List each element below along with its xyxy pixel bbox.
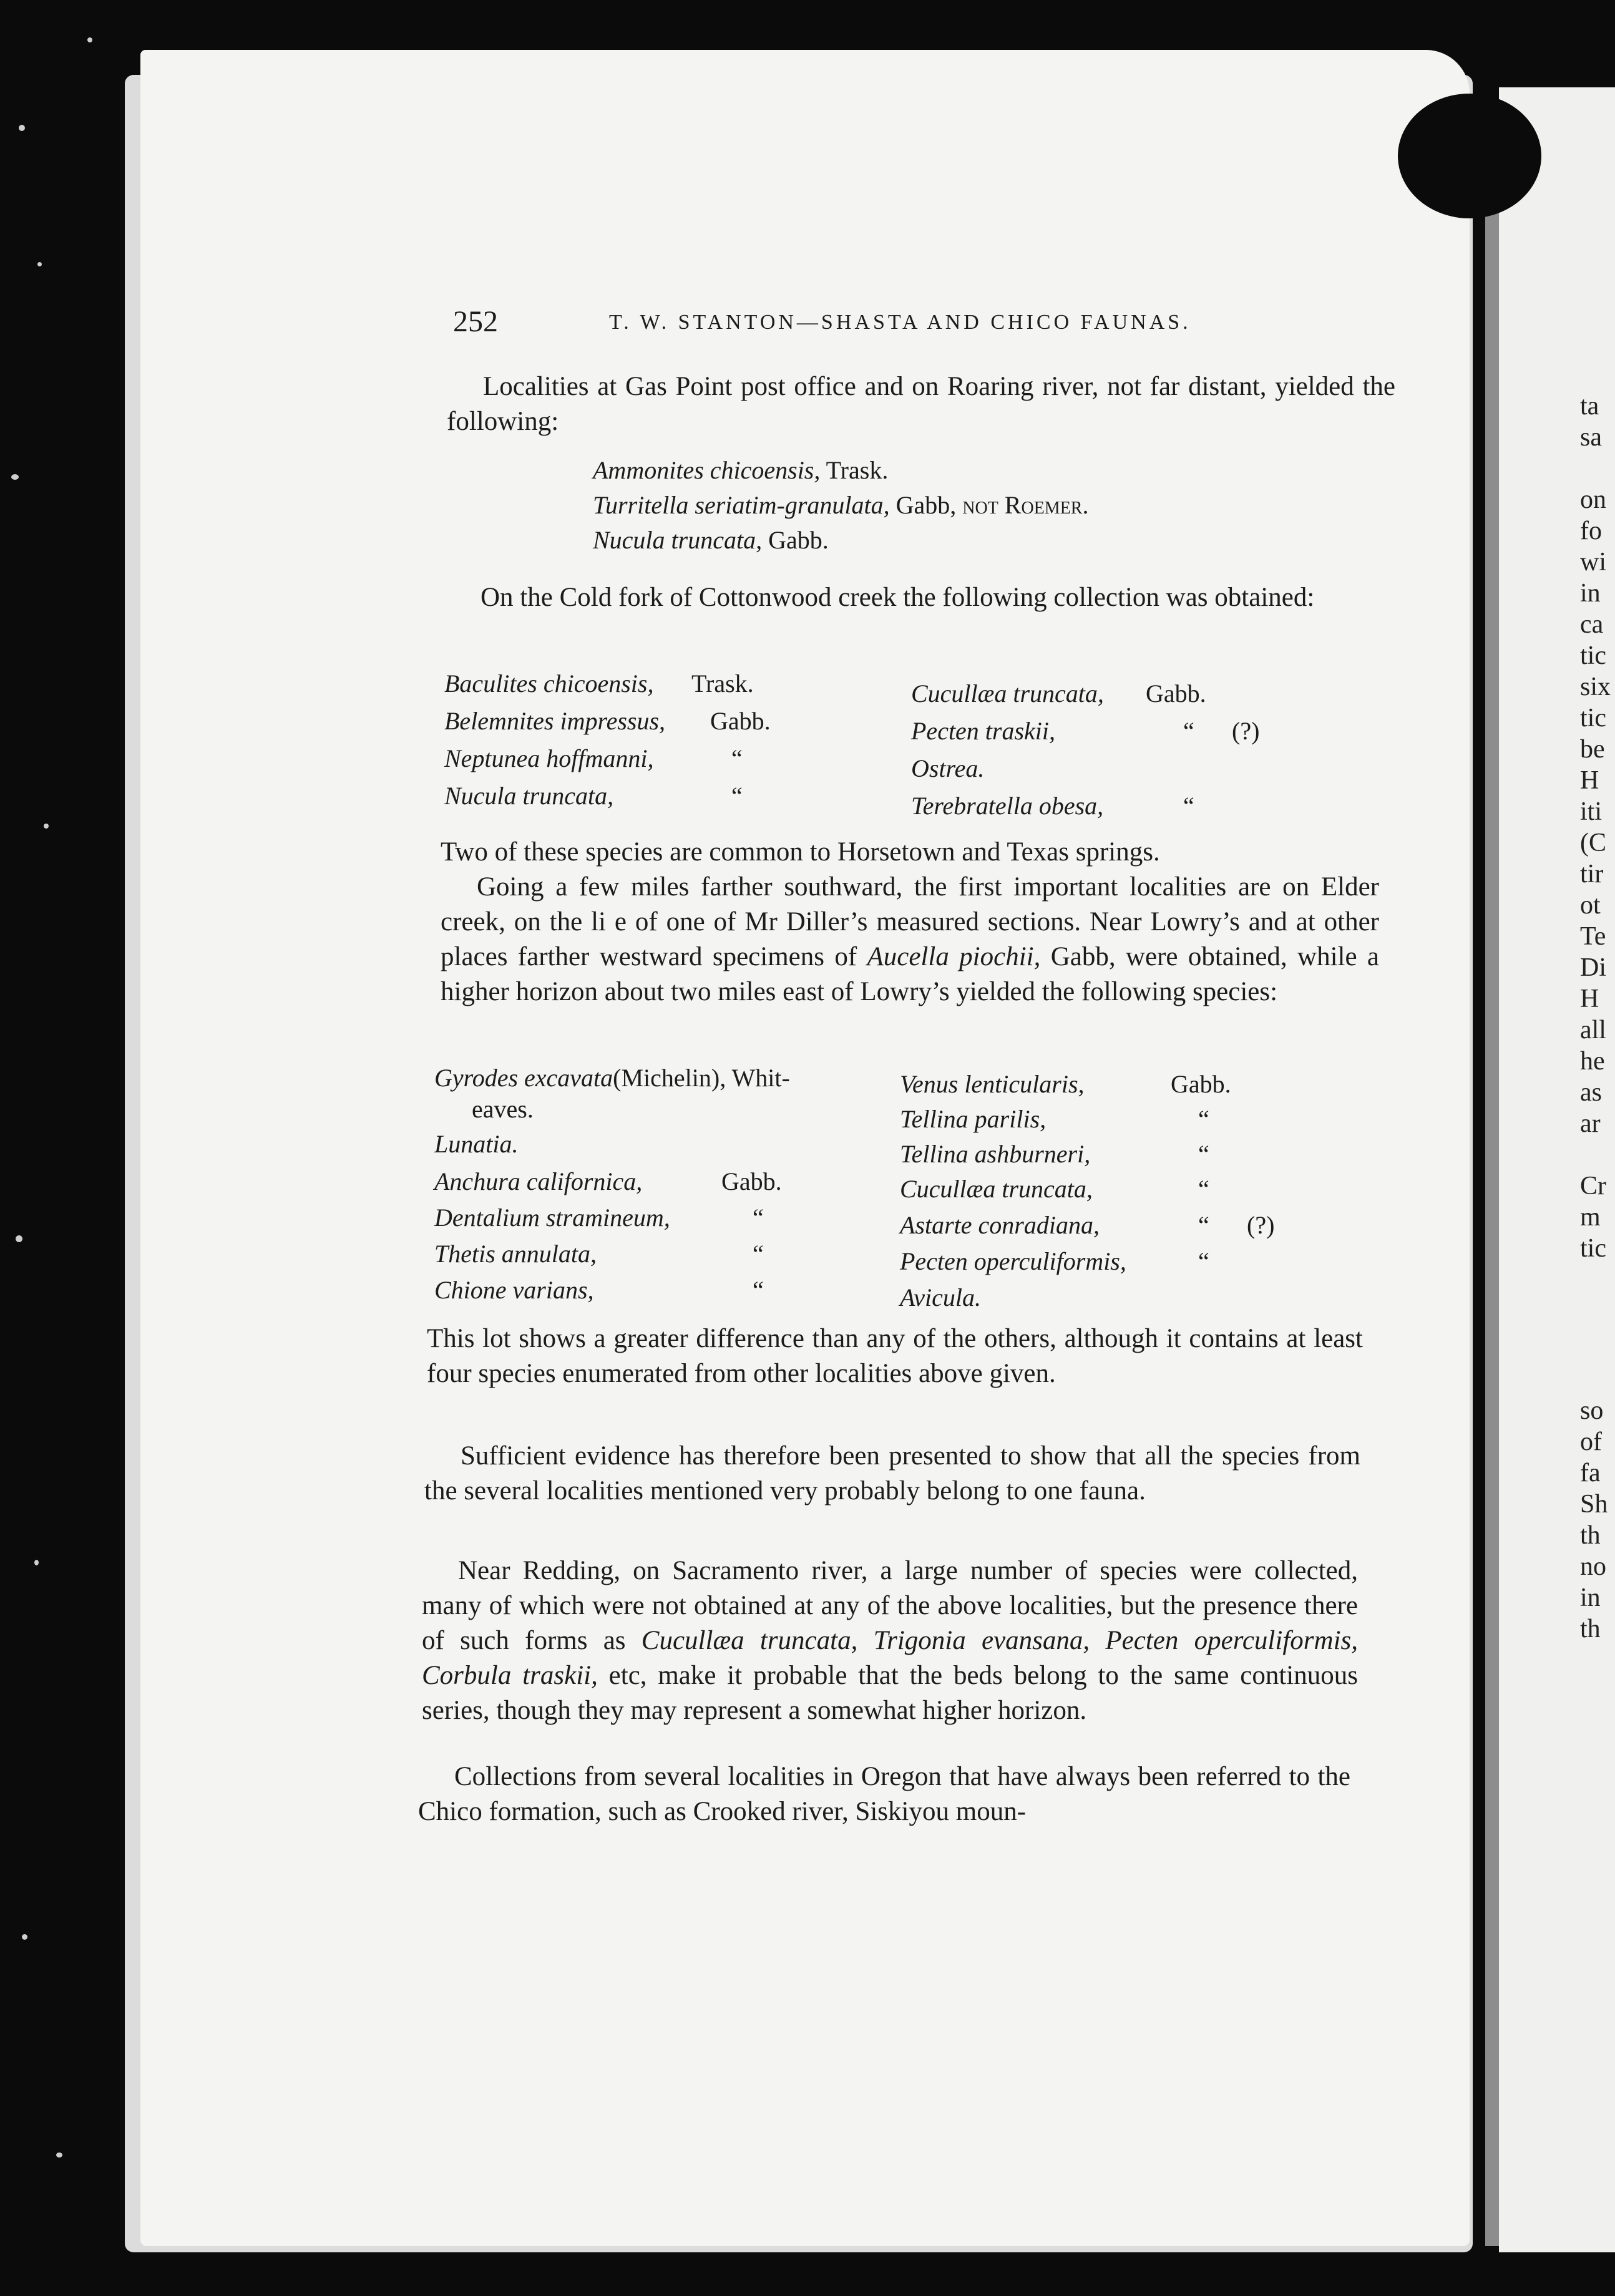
torn-corner — [1398, 94, 1541, 218]
scan-speck — [56, 2152, 62, 2157]
species-author: “ — [753, 1240, 764, 1268]
species-note: (?) — [1247, 1211, 1275, 1239]
list-item — [911, 713, 1055, 750]
species-name: Lunatia. — [434, 1130, 519, 1158]
paragraph-oregon: Collections from several localities in Oregon that have always been referred to the Chico formation, such as Crooked river, Siskiyou moun- — [418, 1762, 1350, 1826]
species-note: (?) — [1232, 717, 1260, 745]
right-page-text-fragment: so — [1580, 1396, 1604, 1425]
species-author: (Michelin), Whit- — [613, 1064, 790, 1092]
paragraph-text: Near Redding, on Sacramento river, a large number of species were collected, many of which were not obtained at any of the above localities, but the presence there of such forms as — [422, 1556, 1358, 1655]
species-author: Trask. — [826, 456, 889, 484]
right-page-text-fragment: H — [1580, 985, 1599, 1013]
right-page-text-fragment: he — [1580, 1047, 1605, 1076]
scan-speck — [87, 37, 92, 42]
paragraph-sufficient-evidence: Sufficient evidence has therefore been presented to show that all the species from the several localities mentioned very probably belong to one fauna. — [424, 1441, 1360, 1506]
list-item — [900, 1136, 1090, 1173]
species-name: Dentalium stramineum, — [434, 1204, 670, 1232]
species-name: Anchura californica, — [434, 1167, 643, 1195]
paragraph-common-species: Two of these species are common to Horsetown and Texas springs. — [441, 837, 1160, 867]
species-author: eaves. — [472, 1095, 534, 1123]
species-name: Neptunea hoffmanni, — [444, 744, 654, 772]
species-author: “ — [1183, 792, 1194, 820]
paragraph-cold-fork: On the Cold fork of Cottonwood creek the following collection was obtained: — [481, 583, 1315, 612]
species-author: “ — [1198, 1105, 1209, 1133]
paragraph-text: etc, make it probable that the beds belong to the same continuous series, though they may represent a somewhat higher horizon. — [422, 1661, 1358, 1725]
species-author: “ — [753, 1276, 764, 1304]
right-page-text-fragment: m — [1580, 1203, 1601, 1232]
species-author: Gabb. — [768, 526, 829, 554]
page-header — [453, 304, 1258, 348]
species-author: “ — [753, 1204, 764, 1232]
species-author: “ — [731, 744, 743, 772]
right-page-text-fragment: Sh — [1580, 1490, 1608, 1519]
right-page-text-fragment: in — [1580, 1583, 1601, 1612]
species-author: Gabb, — [895, 491, 957, 519]
list-item — [900, 1170, 1093, 1208]
species-list-cold-fork — [444, 665, 1387, 827]
running-head: T. W. STANTON—SHASTA AND CHICO FAUNAS. — [609, 311, 1191, 334]
species-note: not Roemer. — [962, 491, 1089, 519]
book-gutter — [1485, 187, 1499, 2246]
right-page-text-fragment: tic — [1580, 1234, 1606, 1263]
list-item — [911, 675, 1104, 713]
list-item — [593, 487, 1088, 524]
right-page-text-fragment: all — [1580, 1016, 1606, 1044]
right-page-text-fragment: th — [1580, 1521, 1601, 1550]
paragraph-elder-creek — [441, 870, 1379, 1009]
species-name: Ammonites chicoensis, — [593, 456, 821, 484]
species-name: Cucullæa truncata, — [911, 679, 1104, 708]
scan-speck — [34, 1560, 39, 1565]
right-page-text-fragment: tic — [1580, 704, 1606, 732]
list-item — [444, 665, 653, 703]
right-page-text-fragment: fo — [1580, 517, 1602, 545]
species-list-elder-creek — [434, 1059, 1370, 1309]
right-page-text-fragment: tic — [1580, 641, 1606, 670]
right-page-text-fragment: of — [1580, 1428, 1602, 1456]
species-name: Baculites chicoensis, — [444, 669, 654, 698]
species-name: Pecten traskii, — [911, 717, 1056, 745]
right-page-text-fragment: in — [1580, 579, 1601, 608]
species-author: Trask. — [691, 669, 754, 698]
right-page-text-fragment: on — [1580, 485, 1606, 514]
list-item — [434, 1235, 597, 1273]
list-item — [593, 522, 829, 559]
right-page-text-fragment: (C — [1580, 829, 1606, 857]
list-item — [444, 703, 665, 740]
species-author: “ — [1183, 717, 1194, 745]
species-names: Cucullæa truncata, Trigonia evansana, Pecten operculiformis, Corbula traskii, — [422, 1626, 1358, 1690]
species-author: “ — [1198, 1175, 1209, 1203]
list-item — [434, 1199, 670, 1237]
right-page-text-fragment: ca — [1580, 610, 1604, 639]
species-author: “ — [1198, 1211, 1209, 1239]
scan-speck — [16, 1235, 22, 1242]
list-item — [434, 1126, 518, 1163]
right-page-text-fragment: no — [1580, 1552, 1606, 1581]
list-item — [900, 1243, 1126, 1280]
right-page-text-fragment: wi — [1580, 548, 1606, 576]
paragraph-text: Gabb, were obtained, while a higher horizon about two miles east of Lowry’s yielded the following species: — [441, 942, 1379, 1006]
species-name: Cucullæa truncata, — [900, 1175, 1093, 1203]
right-page-text-fragment: six — [1580, 673, 1611, 701]
scan-speck — [22, 1934, 27, 1940]
species-author: Gabb. — [710, 707, 771, 735]
species-name: Belemnites impressus, — [444, 707, 666, 735]
right-page-text-fragment: ar — [1580, 1109, 1601, 1138]
right-page-text-fragment: tir — [1580, 860, 1604, 888]
species-name: Thetis annulata, — [434, 1240, 597, 1268]
paragraph-near-redding — [422, 1554, 1358, 1728]
species-name: Nucula truncata, — [444, 782, 614, 810]
paragraph-text: Going a few miles farther southward, the first important localities are on Elder creek, on the li e of one of Mr Diller’s measured sections. Near Lowry’s and at other places farther westward specimens of — [441, 872, 1379, 971]
species-name: Ostrea. — [911, 754, 985, 782]
list-item — [434, 1272, 594, 1309]
species-name: Gyrodes excavata — [434, 1064, 613, 1092]
species-name: Pecten operculiformis, — [900, 1247, 1126, 1275]
list-item — [900, 1101, 1046, 1138]
list-item — [911, 787, 1103, 825]
species-author: “ — [1198, 1140, 1209, 1168]
species-author: “ — [1198, 1247, 1209, 1275]
list-item — [444, 777, 613, 815]
list-item — [472, 1091, 534, 1128]
species-name: Aucella piochii, — [867, 942, 1041, 971]
species-name: Tellina ashburneri, — [900, 1140, 1091, 1168]
species-author: Gabb. — [721, 1167, 782, 1195]
list-item — [434, 1163, 642, 1200]
species-list-gas-point — [593, 452, 1342, 576]
list-item — [593, 452, 888, 489]
right-page-text-fragment: Te — [1580, 922, 1606, 951]
list-item — [900, 1279, 981, 1316]
species-name: Chione varians, — [434, 1276, 594, 1304]
scan-speck — [44, 824, 49, 829]
scan-speck — [19, 125, 25, 131]
list-item — [900, 1066, 1085, 1103]
species-name: Tellina parilis, — [900, 1105, 1047, 1133]
species-author: “ — [731, 782, 743, 810]
right-page — [1499, 87, 1615, 2252]
right-page-text-fragment: iti — [1580, 797, 1603, 826]
species-author: Gabb. — [1146, 679, 1206, 708]
species-author: Gabb. — [1171, 1070, 1231, 1098]
right-page-text-fragment: Cr — [1580, 1172, 1606, 1200]
species-name: Avicula. — [900, 1283, 981, 1311]
right-page-text-fragment: fa — [1580, 1459, 1601, 1487]
scan-speck — [37, 262, 42, 266]
list-item — [444, 740, 654, 777]
species-name: Turritella seriatim-granulata, — [593, 491, 890, 519]
paragraph-localities-gas-point: Localities at Gas Point post office and on Roaring river, not far distant, yielded the following: — [447, 372, 1395, 436]
paragraph-greater-difference: This lot shows a greater difference than any of the others, although it contains at least four species enumerated from other localities above given. — [427, 1324, 1363, 1388]
species-name: Terebratella obesa, — [911, 792, 1104, 820]
right-page-text-fragment: sa — [1580, 423, 1602, 452]
right-page-text-fragment: H — [1580, 766, 1599, 795]
right-page-text-fragment: ta — [1580, 392, 1599, 421]
right-page-text-fragment: th — [1580, 1615, 1601, 1643]
right-page-text-fragment: be — [1580, 735, 1605, 764]
species-name: Astarte conradiana, — [900, 1211, 1100, 1239]
page-number: 252 — [453, 305, 498, 338]
scan-speck — [11, 474, 19, 480]
right-page-text-fragment: ot — [1580, 891, 1601, 920]
right-page-text-fragment: Di — [1580, 953, 1606, 982]
species-name: Nucula truncata, — [593, 526, 763, 554]
list-item — [911, 750, 984, 787]
species-name: Venus lenticularis, — [900, 1070, 1085, 1098]
list-item — [900, 1207, 1100, 1244]
right-page-text-fragment: as — [1580, 1078, 1602, 1107]
